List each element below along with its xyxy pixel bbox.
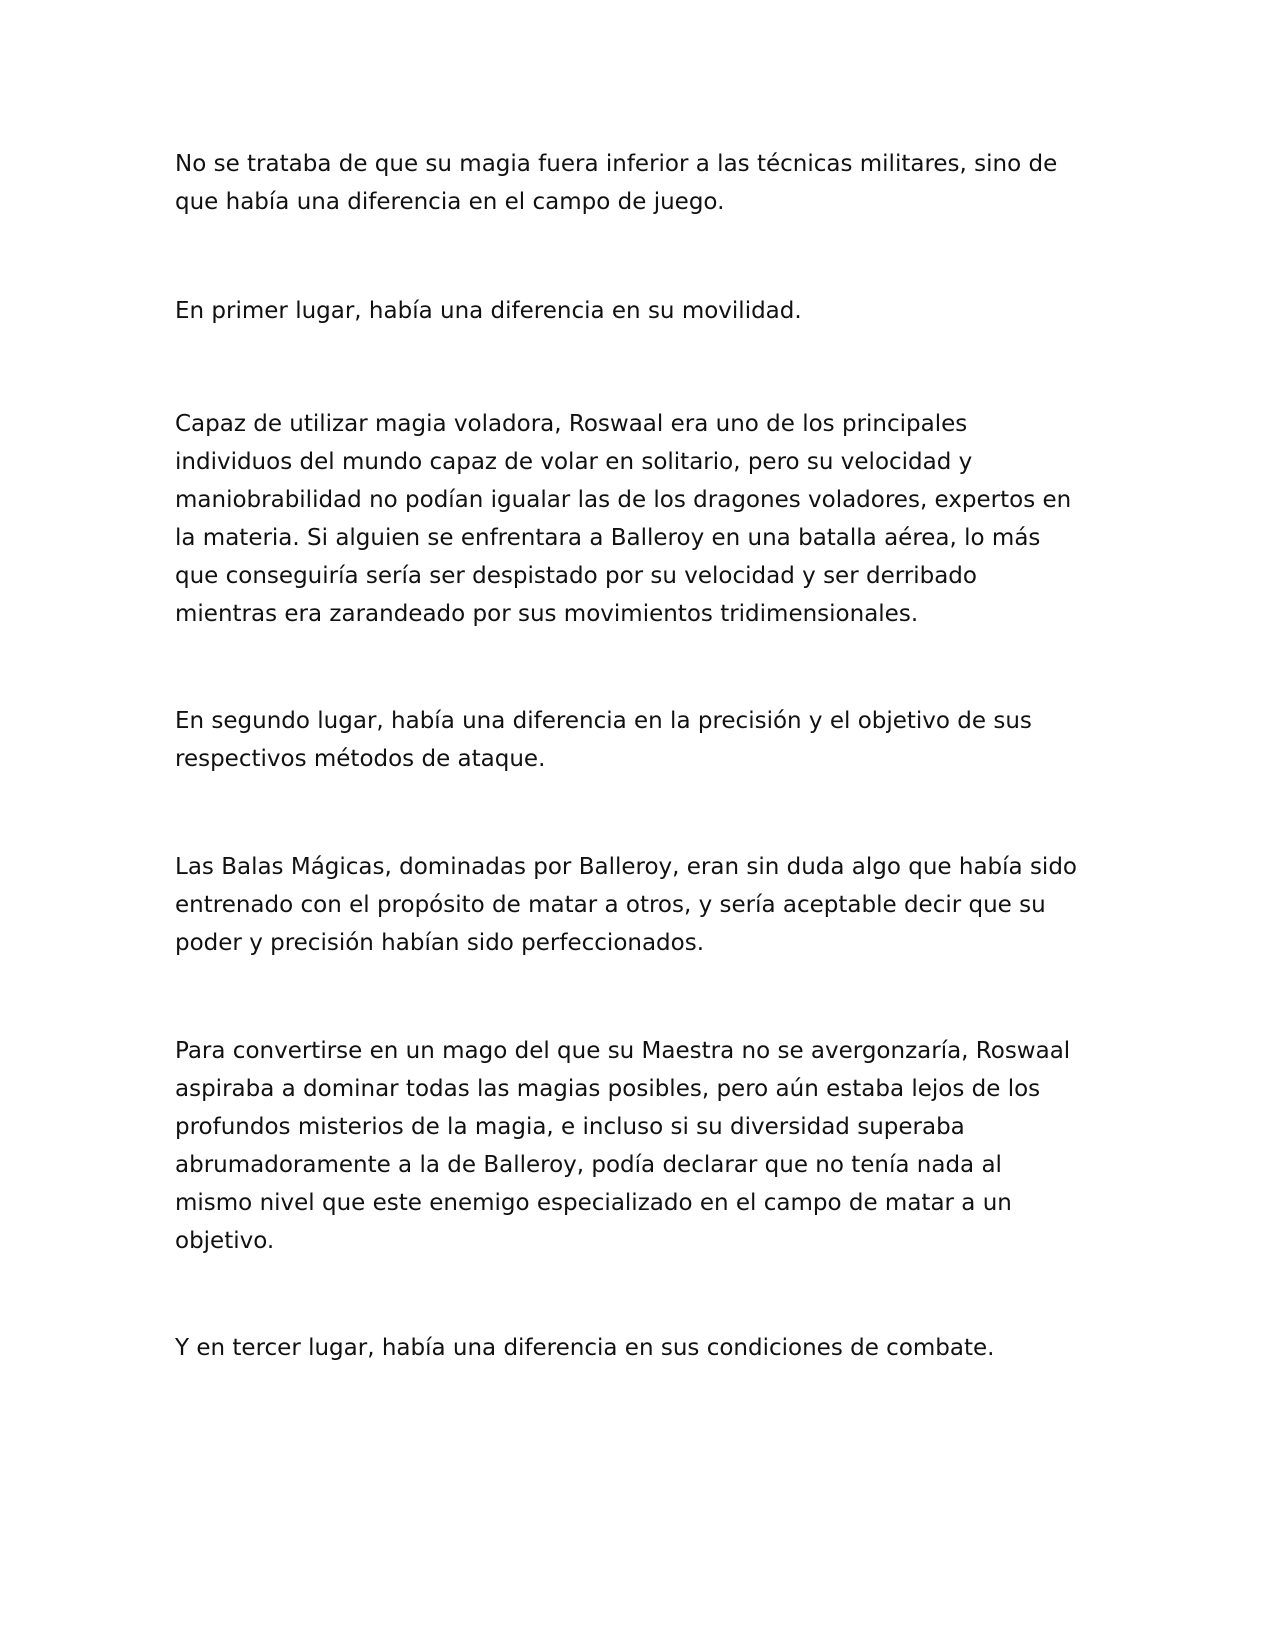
paragraph: Y en tercer lugar, había una diferencia en sus condiciones de combate.: [175, 1335, 995, 1361]
paragraph: Para convertirse en un mago del que su Maestra no se avergonzaría, Roswaal aspiraba a dominar todas las magias posibles, pero aún estaba lejos de los profundos misterios de la magia, e incluso si su diversidad superaba abrumadoramente a la de Balleroy, podía declarar que no tenía nada al mismo nivel que este enemigo especializado en el campo de matar a un objetivo.: [175, 1038, 1071, 1254]
paragraph: Las Balas Mágicas, dominadas por Balleroy, eran sin duda algo que había sido entrenado con el propósito de matar a otros, y sería aceptable decir que su poder y precisión habían sido perfeccionados.: [175, 854, 1077, 956]
paragraph: En primer lugar, había una diferencia en su movilidad.: [175, 298, 802, 324]
paragraph: En segundo lugar, había una diferencia en la precisión y el objetivo de sus respectivos métodos de ataque.: [175, 708, 1032, 772]
paragraph: No se trataba de que su magia fuera inferior a las técnicas militares, sino de que había una diferencia en el campo de juego.: [175, 151, 1058, 215]
paragraph: Capaz de utilizar magia voladora, Roswaal era uno de los principales individuos del mundo capaz de volar en solitario, pero su velocidad y maniobrabilidad no podían igualar las de los dragones voladores, expertos en la materia. Si alguien se enfrentara a Balleroy en una batalla aérea, lo más que conseguiría sería ser despistado por su velocidad y ser derribado mientras era zarandeado por sus movimientos tridimensionales.: [175, 411, 1072, 627]
